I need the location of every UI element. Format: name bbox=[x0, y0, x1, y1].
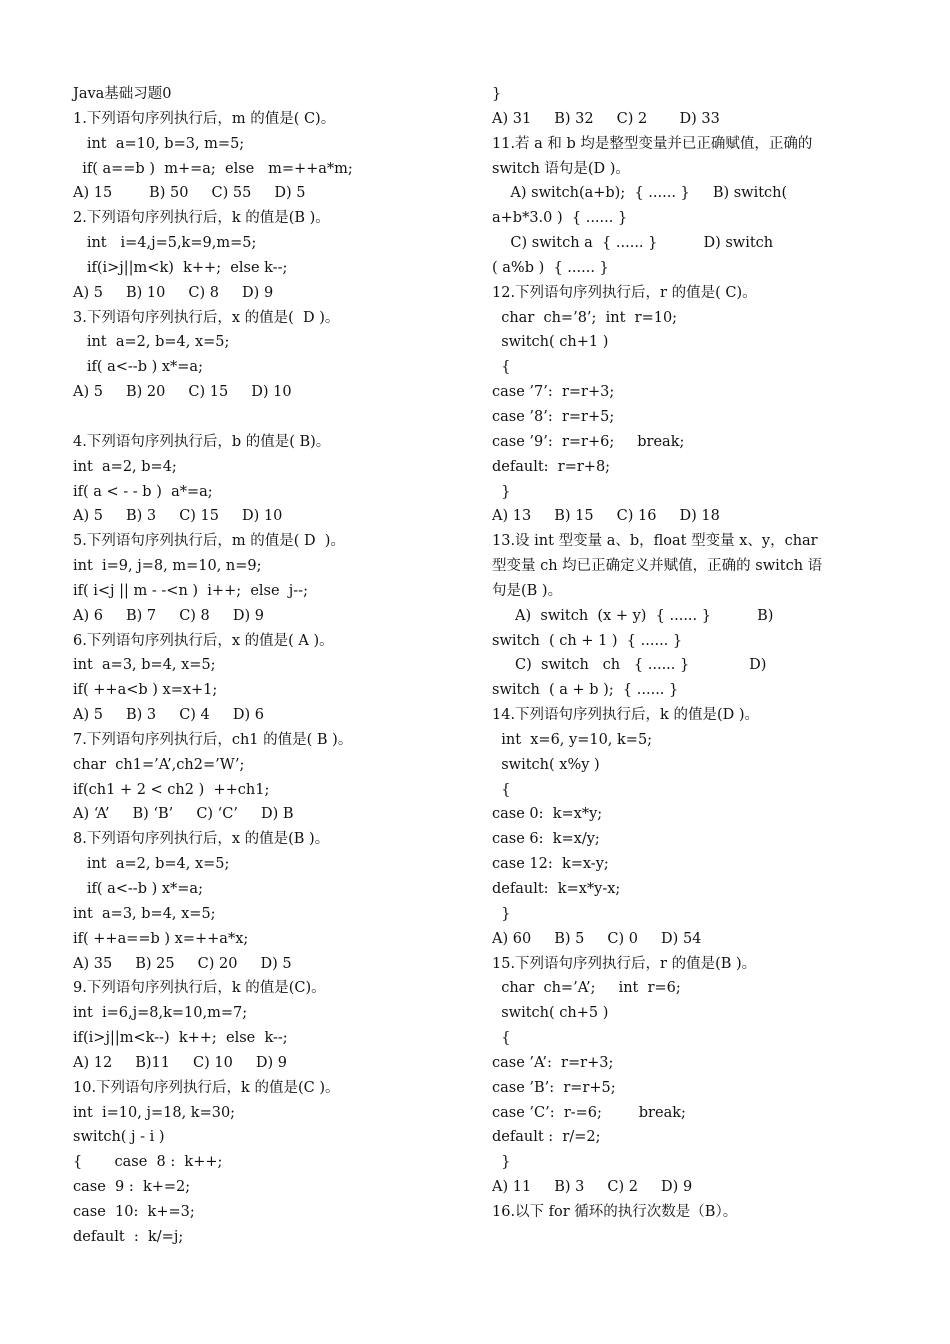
code-line: if( ++a==b ) x=++a*x; bbox=[73, 930, 249, 947]
code-line: { bbox=[492, 1030, 511, 1047]
question-line: 14.下列语句序列执行后，k 的值是(D )。 bbox=[492, 707, 760, 724]
code-line: switch( j - i ) bbox=[73, 1129, 165, 1146]
code-line: case ’7’: r=r+3; bbox=[492, 384, 615, 401]
code-line: default : k/=j; bbox=[73, 1228, 184, 1245]
code-line: A) switch(a+b); { ...... } B) switch( bbox=[492, 185, 788, 202]
code-line: if( a < - - b ) a*=a; bbox=[73, 483, 213, 500]
code-line: case ’B’: r=r+5; bbox=[492, 1079, 616, 1096]
code-line: case ’9’: r=r+6; break; bbox=[492, 433, 685, 450]
code-line: ( a%b ) { ...... } bbox=[492, 259, 609, 276]
left-column bbox=[73, 82, 473, 1250]
code-line: int a=3, b=4, x=5; bbox=[73, 905, 216, 922]
answer-options: A) ‘A’ B) ‘B’ C) ‘C’ D) B bbox=[73, 806, 294, 823]
code-line: } bbox=[492, 86, 502, 102]
question-line: 5.下列语句序列执行后，m 的值是( D )。 bbox=[73, 533, 345, 550]
code-line: if(ch1 + 2 < ch2 ) ++ch1; bbox=[73, 781, 270, 798]
answer-options: A) 31 B) 32 C) 2 D) 33 bbox=[492, 110, 720, 127]
answer-options: A) 11 B) 3 C) 2 D) 9 bbox=[492, 1179, 693, 1196]
code-line: if( ++a<b ) x=x+1; bbox=[73, 682, 218, 699]
answer-options: A) 12 B)11 C) 10 D) 9 bbox=[73, 1054, 288, 1071]
code-line: { bbox=[492, 781, 511, 798]
code-line: C) switch a { ...... } D) switch bbox=[492, 235, 774, 252]
blank-line bbox=[73, 405, 473, 430]
answer-options: A) 60 B) 5 C) 0 D) 54 bbox=[492, 930, 702, 947]
code-line: case ’8’: r=r+5; bbox=[492, 408, 615, 425]
answer-options: A) 5 B) 3 C) 4 D) 6 bbox=[73, 707, 264, 724]
code-line: case 9 : k+=2; bbox=[73, 1179, 191, 1196]
question-line: 15.下列语句序列执行后，r 的值是(B )。 bbox=[492, 955, 757, 972]
code-line: int i=10, j=18, k=30; bbox=[73, 1104, 236, 1121]
code-line: case ’A’: r=r+3; bbox=[492, 1054, 614, 1071]
code-line: if( a<--b ) x*=a; bbox=[73, 359, 203, 376]
code-line: char ch=’A’; int r=6; bbox=[492, 980, 681, 997]
answer-options: A) 35 B) 25 C) 20 D) 5 bbox=[73, 955, 292, 972]
code-line: default: r=r+8; bbox=[492, 458, 611, 475]
question-line: 1.下列语句序列执行后，m 的值是( C)。 bbox=[73, 110, 336, 127]
question-line: 6.下列语句序列执行后，x 的值是( A )。 bbox=[73, 632, 334, 649]
code-line: char ch=’8’; int r=10; bbox=[492, 309, 678, 326]
code-line: int i=9, j=8, m=10, n=9; bbox=[73, 558, 262, 575]
code-line: switch( ch+5 ) bbox=[492, 1005, 609, 1022]
question-line: 3.下列语句序列执行后，x 的值是( D )。 bbox=[73, 309, 340, 326]
code-line: a+b*3.0 ) { ...... } bbox=[492, 210, 628, 227]
code-line: default: k=x*y-x; bbox=[492, 881, 621, 897]
code-line: } bbox=[492, 905, 511, 922]
question-line: 2.下列语句序列执行后，k 的值是(B )。 bbox=[73, 210, 330, 227]
question-line: 16.以下 for 循环的执行次数是（B）。 bbox=[492, 1203, 738, 1220]
code-line: int x=6, y=10, k=5; bbox=[492, 731, 653, 748]
code-line: int a=3, b=4, x=5; bbox=[73, 657, 216, 674]
code-line: if( i<j || m - -<n ) i++; else j--; bbox=[73, 582, 308, 599]
code-line: int i=6,j=8,k=10,m=7; bbox=[73, 1005, 248, 1022]
answer-options: A) 5 B) 10 C) 8 D) 9 bbox=[73, 284, 274, 301]
code-line: } bbox=[492, 1154, 511, 1171]
code-line: case 12: k=x-y; bbox=[492, 856, 609, 873]
code-line: if(i>j||m<k--) k++; else k--; bbox=[73, 1030, 288, 1047]
code-line: if( a==b ) m+=a; else m=++a*m; bbox=[73, 160, 353, 177]
code-line: switch ( a + b ); { ...... } bbox=[492, 682, 679, 699]
code-line: switch ( ch + 1 ) { ...... } bbox=[492, 632, 683, 649]
code-line: case 6: k=x/y; bbox=[492, 831, 600, 848]
question-line: 8.下列语句序列执行后，x 的值是(B )。 bbox=[73, 831, 330, 848]
answer-options: A) 5 B) 3 C) 15 D) 10 bbox=[73, 508, 283, 525]
code-line: } bbox=[492, 483, 511, 500]
code-line: case 10: k+=3; bbox=[73, 1203, 195, 1220]
code-line: case ’C’: r-=6; break; bbox=[492, 1104, 686, 1121]
code-line: int a=2, b=4, x=5; bbox=[73, 334, 230, 351]
question-line: 11.若 a 和 b 均是整型变量并已正确赋值，正确的 bbox=[492, 135, 813, 152]
right-column bbox=[492, 82, 882, 1225]
code-line: 句是(B )。 bbox=[492, 582, 563, 599]
code-line: 型变量 ch 均已正确定义并赋值，正确的 switch 语 bbox=[492, 558, 823, 575]
code-line: switch( x%y ) bbox=[492, 756, 600, 773]
question-line: Java基础习题0 bbox=[73, 86, 172, 102]
code-line: { bbox=[492, 359, 511, 376]
code-line: A) switch (x + y) { ...... } B) bbox=[492, 607, 774, 624]
question-line: 7.下列语句序列执行后，ch1 的值是( B )。 bbox=[73, 731, 353, 748]
question-line: 9.下列语句序列执行后，k 的值是(C)。 bbox=[73, 980, 326, 997]
code-line: { case 8 : k++; bbox=[73, 1154, 223, 1171]
question-line: 4.下列语句序列执行后，b 的值是( B)。 bbox=[73, 433, 331, 450]
code-line: default : r/=2; bbox=[492, 1129, 601, 1146]
code-line: int a=2, b=4; bbox=[73, 458, 177, 475]
code-line: if( a<--b ) x*=a; bbox=[73, 881, 203, 897]
answer-options: A) 5 B) 20 C) 15 D) 10 bbox=[73, 384, 292, 401]
answer-options: A) 15 B) 50 C) 55 D) 5 bbox=[73, 185, 306, 202]
code-line: switch( ch+1 ) bbox=[492, 334, 609, 351]
code-line: char ch1=’A’,ch2=’W’; bbox=[73, 756, 245, 773]
answer-options: A) 13 B) 15 C) 16 D) 18 bbox=[492, 508, 720, 525]
code-line: switch 语句是(D )。 bbox=[492, 160, 630, 177]
code-line: case 0: k=x*y; bbox=[492, 806, 603, 823]
code-line: int a=2, b=4, x=5; bbox=[73, 856, 230, 873]
code-line: int i=4,j=5,k=9,m=5; bbox=[73, 235, 257, 252]
question-line: 12.下列语句序列执行后，r 的值是( C)。 bbox=[492, 284, 757, 301]
code-line: int a=10, b=3, m=5; bbox=[73, 135, 245, 152]
question-line: 10.下列语句序列执行后，k 的值是(C )。 bbox=[73, 1079, 340, 1096]
code-line: if(i>j||m<k) k++; else k--; bbox=[73, 259, 288, 276]
code-line: C) switch ch { ...... } D) bbox=[492, 657, 767, 674]
answer-options: A) 6 B) 7 C) 8 D) 9 bbox=[73, 607, 264, 624]
question-line: 13.设 int 型变量 a、b，float 型变量 x、y，char bbox=[492, 533, 818, 550]
